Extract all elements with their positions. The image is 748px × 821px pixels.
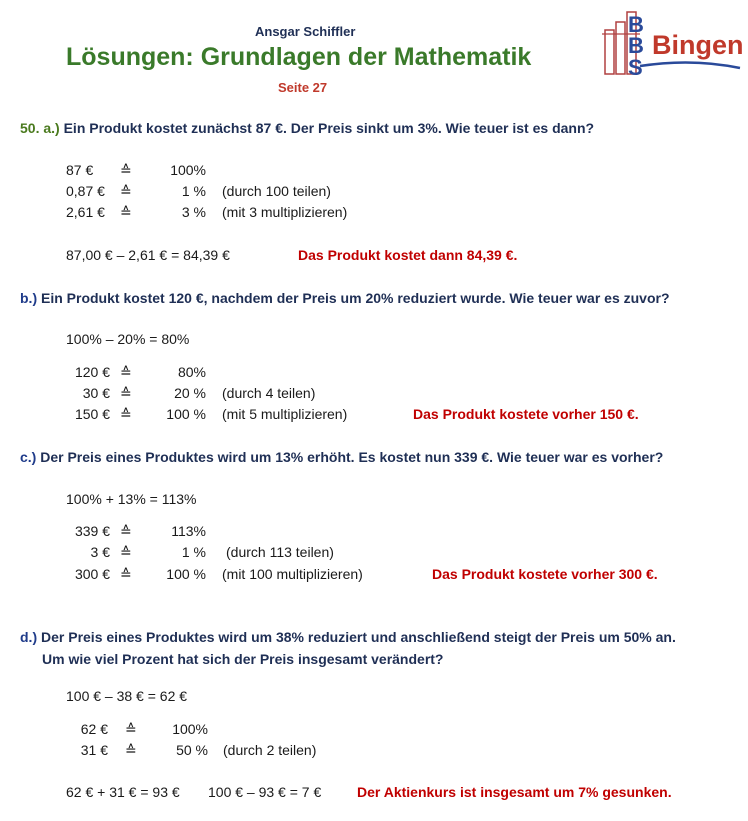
d-amount-calc: 100 € – 38 € = 62 € xyxy=(66,688,188,704)
d-row2-note: (durch 2 teilen) xyxy=(223,742,317,758)
a-answer: Das Produkt kostet dann 84,39 €. xyxy=(298,247,518,263)
question-label: c.) xyxy=(20,449,37,465)
c-row3-percent: 100 % xyxy=(166,566,206,582)
question-label: d.) xyxy=(20,629,38,645)
b-row1-percent: 80% xyxy=(177,364,206,380)
a-row1-percent: 100% xyxy=(170,162,206,178)
d-row1-percent: 100% xyxy=(172,721,208,737)
question-b xyxy=(20,290,670,306)
page-number: Seite 27 xyxy=(278,80,328,95)
question-b-text: Ein Produkt kostet 120 €, nachdem der Preis um 20% reduziert wurde. Wie teuer war es zuvor? xyxy=(41,290,670,306)
c-row3-amount: 300 € xyxy=(74,566,110,582)
d-row2-amount: 31 € xyxy=(80,742,108,758)
question-a xyxy=(20,120,594,136)
b-row2-note: (durch 4 teilen) xyxy=(222,385,316,401)
c-row2-percent: 1 % xyxy=(181,544,206,560)
bbs-bingen-logo xyxy=(602,8,742,80)
b-percent-calc: 100% – 20% = 80% xyxy=(66,331,190,347)
corresponds-symbol: ≙ xyxy=(120,385,132,401)
c-row2-amount: 3 € xyxy=(90,544,110,560)
b-row2-amount: 30 € xyxy=(82,385,110,401)
c-row2-note: (durch 113 teilen) xyxy=(226,544,334,560)
a-row3-note: (mit 3 multiplizieren) xyxy=(222,204,348,220)
corresponds-symbol: ≙ xyxy=(120,566,132,582)
corresponds-symbol: ≙ xyxy=(120,406,132,422)
b-row2-percent: 20 % xyxy=(174,385,206,401)
question-number: 50. a.) xyxy=(20,120,60,136)
d-answer: Der Aktienkurs ist insgesamt um 7% gesunken. xyxy=(357,784,672,800)
logo-letter-s: S xyxy=(628,55,643,80)
b-row3-note: (mit 5 multiplizieren) xyxy=(222,406,348,422)
b-row3-amount: 150 € xyxy=(74,406,110,422)
c-answer: Das Produkt kostete vorher 300 €. xyxy=(432,566,658,582)
a-row1-amount: 87 € xyxy=(66,162,94,178)
c-row3-note: (mit 100 multiplizieren) xyxy=(222,566,363,582)
a-row3-percent: 3 % xyxy=(181,204,206,220)
corresponds-symbol: ≙ xyxy=(120,183,132,199)
question-label: b.) xyxy=(20,290,38,306)
a-row2-amount: 0,87 € xyxy=(66,183,105,199)
corresponds-symbol: ≙ xyxy=(120,162,132,178)
question-c-text: Der Preis eines Produktes wird um 13% erhöht. Es kostet nun 339 €. Wie teuer war es vorher? xyxy=(40,449,664,465)
a-row2-note: (durch 100 teilen) xyxy=(222,183,331,199)
a-row3-amount: 2,61 € xyxy=(66,204,105,220)
d-calculation-1: 62 € + 31 € = 93 € xyxy=(66,784,180,800)
c-row1-amount: 339 € xyxy=(74,523,110,539)
logo-letter-b2: B xyxy=(628,33,644,58)
b-answer: Das Produkt kostete vorher 150 €. xyxy=(413,406,639,422)
page-title: Lösungen: Grundlagen der Mathematik xyxy=(66,43,532,71)
corresponds-symbol: ≙ xyxy=(120,544,132,560)
c-row1-percent: 113% xyxy=(171,523,206,539)
question-d-text-line1: Der Preis eines Produktes wird um 38% reduziert und anschließend steigt der Preis um 50% an. xyxy=(41,629,676,645)
a-row2-percent: 1 % xyxy=(181,183,206,199)
corresponds-symbol: ≙ xyxy=(120,364,132,380)
logo-text: Bingen xyxy=(652,30,742,60)
corresponds-symbol: ≙ xyxy=(120,204,132,220)
c-percent-calc: 100% + 13% = 113% xyxy=(66,491,197,507)
question-d-text-line2: Um wie viel Prozent hat sich der Preis insgesamt verändert? xyxy=(42,651,444,667)
question-d xyxy=(20,629,676,645)
corresponds-symbol: ≙ xyxy=(120,523,132,539)
author-name: Ansgar Schiffler xyxy=(255,24,356,39)
d-row2-percent: 50 % xyxy=(176,742,208,758)
corresponds-symbol: ≙ xyxy=(125,721,137,737)
d-calculation-2: 100 € – 93 € = 7 € xyxy=(208,784,322,800)
a-calculation: 87,00 € – 2,61 € = 84,39 € xyxy=(66,247,230,263)
corresponds-symbol: ≙ xyxy=(125,742,137,758)
logo-letter-b1: B xyxy=(628,12,644,37)
question-a-text: Ein Produkt kostet zunächst 87 €. Der Preis sinkt um 3%. Wie teuer ist es dann? xyxy=(63,120,595,136)
b-row1-amount: 120 € xyxy=(74,364,110,380)
b-row3-percent: 100 % xyxy=(166,406,206,422)
d-row1-amount: 62 € xyxy=(80,721,108,737)
question-c xyxy=(20,449,663,465)
